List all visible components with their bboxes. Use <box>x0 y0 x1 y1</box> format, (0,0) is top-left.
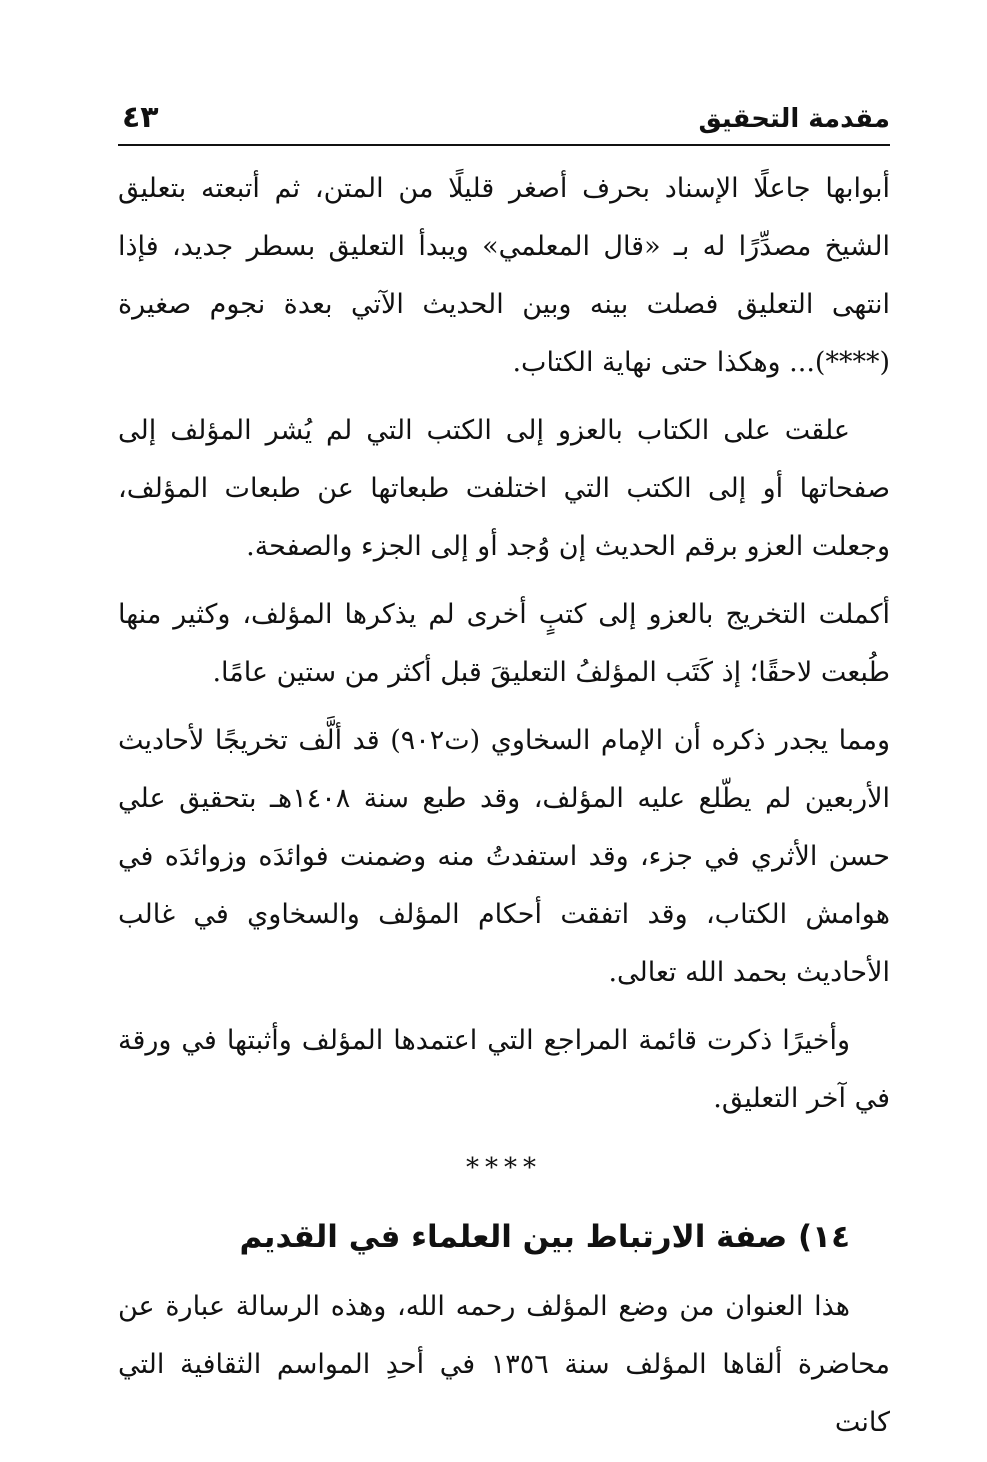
page-number: ٤٣ <box>122 100 159 135</box>
body-text <box>118 160 890 1462</box>
paragraph-4: ومما يجدر ذكره أن الإمام السخاوي (ت٩٠٢) قد ألَّف تخريجًا لأحاديث الأربعين لم يطّلع عليه المؤلف، وقد طبع سنة ١٤٠٨هـ بتحقيق علي حسن الأثري في جزء، وقد استفدتُ منه وضمنت فوائدَه وزوائدَه في هوامش الكتاب، وقد اتفقت أحكام المؤلف والسخاوي في غالب الأحاديث بحمد الله تعالى. <box>118 725 891 988</box>
running-title: مقدمة التحقيق <box>698 104 890 134</box>
paragraph-5: وأخيرًا ذكرت قائمة المراجع التي اعتمدها المؤلف وأثبتها في ورقة في آخر التعليق. <box>118 1025 890 1114</box>
section-separator: **** <box>466 1153 542 1183</box>
page-header <box>118 100 890 144</box>
paragraph-2: علقت على الكتاب بالعزو إلى الكتب التي لم يُشر المؤلف إلى صفحاتها أو إلى الكتب التي اختلفت طبعاتها عن طبعات المؤلف، وجعلت العزو برقم الحديث إن وُجد أو إلى الجزء والصفحة. <box>118 415 890 562</box>
paragraph-3: أكملت التخريج بالعزو إلى كتبٍ أخرى لم يذكرها المؤلف، وكثير منها طُبعت لاحقًا؛ إذ كَتَب المؤلفُ التعليقَ قبل أكثر من ستين عامًا. <box>118 599 890 688</box>
section-paragraph: هذا العنوان من وضع المؤلف رحمه الله، وهذه الرسالة عبارة عن محاضرة ألقاها المؤلف سنة ١٣٥٦ في أحدِ المواسم الثقافية التي كانت <box>118 1291 890 1438</box>
paragraph-1: أبوابها جاعلًا الإسناد بحرف أصغر قليلًا من المتن، ثم أتبعته بتعليق الشيخ مصدِّرًا له بـ «قال المعلمي» ويبدأ التعليق بسطر جديد، فإذا انتهى التعليق فصلت بينه وبين الحديث الآتي بعدة نجوم صغيرة (****)... وهكذا حتى نهاية الكتاب. <box>118 173 890 378</box>
header-rule <box>118 144 890 146</box>
section-heading: ١٤) صفة الارتباط بين العلماء في القديم <box>239 1219 850 1255</box>
